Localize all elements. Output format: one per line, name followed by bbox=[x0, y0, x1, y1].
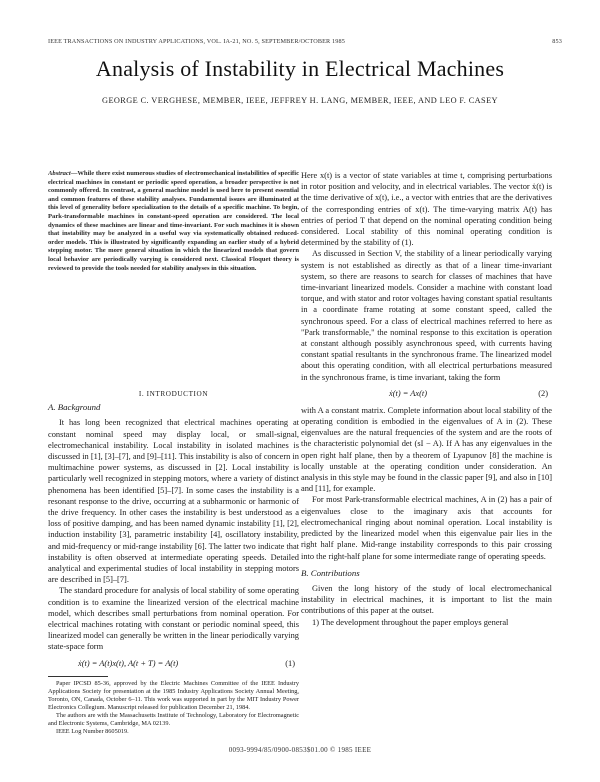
journal-citation: IEEE TRANSACTIONS ON INDUSTRY APPLICATIONS, VOL. IA-21, NO. 5, SEPTEMBER/OCTOBER 1985 bbox=[48, 38, 345, 45]
paragraph: As discussed in Section V, the stability of a linear periodically varying system is not established as directly as that of a linear time-invariant system, so there are reasons to search for classes of machines that have time-invariant linearized models. Consider a machine with constant load torque, and with stator and rotor voltages having constant spatial resultants in a coordinate frame rotating at some constant speed, called the synchronous speed. For a class of electrical machines referred to here as "Park transformable," the nominal response to this excitation is operation at constant although possibly asynchronous speed, with currents having constant spatial resultants in the synchronous frame. The linearized model about this operating condition, with all electrical perturbations measured in the synchronous frame, is time invariant, taking the form bbox=[301, 249, 552, 382]
equation-2-body: ẋ(t) = Ax(t) bbox=[389, 388, 428, 398]
abstract bbox=[48, 170, 299, 386]
footnote-divider bbox=[48, 676, 108, 677]
right-column bbox=[301, 170, 552, 628]
paragraph: For most Park-transformable electrical machines, A in (2) has a pair of eigenvalues close to the imaginary axis that accounts for electromechanical ringing about nominal operation. Local instability is predicted by the linearized model when this eigenvalue pair lies in the right half plane. Mid-range instability corresponds to this pair crossing into the right-half plane for some intermediate range of operating speeds. bbox=[301, 495, 552, 561]
subsection-heading-background: A. Background bbox=[48, 402, 101, 413]
paragraph: Here x(t) is a vector of state variables at time t, comprising perturbations in rotor position and velocity, and in electrical variables. The vector ẋ(t) is the time derivative of x(t), i.e., a vector with entries that are the derivatives of the corresponding entries of x(t). The time-varying matrix A(t) has entries of period T that depend on the nominal operating condition being considered. Local stability of this nominal operating condition is determined by the stability of (1). bbox=[301, 171, 552, 248]
equation-1-body: ẋ(t) = A(t)x(t), A(t + T) = A(t) bbox=[78, 658, 179, 668]
paragraph: The standard procedure for analysis of local stability of some operating condition is to examine the linearized version of the electrical machine model, which describes small perturbations from nominal operation. For electrical machines rotating with constant or periodic nominal speed, this linearized model can generally be written in the linear periodically varying state-space form bbox=[48, 586, 299, 652]
footnote: IEEE Log Number 8605019. bbox=[56, 727, 129, 735]
page-number: 853 bbox=[552, 38, 562, 45]
author-list: GEORGE C. VERGHESE, MEMBER, IEEE, JEFFREY H. LANG, MEMBER, IEEE, AND LEO F. CASEY bbox=[102, 96, 498, 105]
paragraph: Given the long history of the study of local electromechanical instability in electrical machines, it is important to list the main contributions of this paper at the outset. bbox=[301, 583, 552, 616]
paragraph: with A a constant matrix. Complete information about local stability of the operating condition is embodied in the eigenvalues of A in (2). These eigenvalues are the natural frequencies of the system and are the roots of the characteristic polynomial det (sI − A). If A has any eigenvalues in the open right half plane, then by a theorem of Lyapunov [8] the machine is locally unstable at the operating condition under consideration. An analysis in this style may be found in the classic paper [9], and also in [10] and [11], for example. bbox=[301, 405, 552, 494]
footnotes bbox=[48, 680, 299, 736]
equation-1-number: (1) bbox=[285, 658, 295, 668]
section-heading-introduction: I. INTRODUCTION bbox=[138, 390, 209, 398]
left-column bbox=[48, 170, 299, 736]
abstract-text: —While there exist numerous studies of electromechanical instabilities of specific electrical machines in constant or periodic speed operation, a broader perspective is not commonly offered. In contrast, a general machine model is used here to present essential and common features of these stability analyses. Fundamental issues are illuminated at this level of generality before specialization to the details of a specific machine. To begin, Park-transformable machines in constant-speed operation are considered. The local dynamics of these machines are linear and time-invariant. For such machines it is shown that instability may be analyzed in a useful way via systematically obtained reduced-order models. This is illustrated by significantly expanding an earlier study of a hybrid stepping motor. The more general situation in which the linearized models that govern local behavior are periodically varying is considered next. Classical Floquet theory is reviewed to provide the tools needed for stability analyses in this situation. bbox=[48, 170, 299, 272]
footnote: The authors are with the Massachusetts Institute of Technology, Laboratory for Electromagnetic and Electronic Systems, Cambridge, MA 02139. bbox=[48, 711, 299, 727]
paragraph: It has long been recognized that electrical machines operating at constant nominal speed may display local, or small-signal, electromechanical instability. Local instability in isolated machines is discussed in [1], [3]–[7], and [9]–[11]. This instability is also of concern in multimachine power systems, as discussed in [2]. Local instability is particularly well recognized in stepping motors, where a variety of distinct phenomena has been identified [5]–[7]. In some cases the instability is a resonant response to the drive, occurring at a subharmonic or harmonic of the drive frequency. In other cases the instability is best understood as a loss of positive damping, and has been named dynamic instability [1], [2], induction instability [3], parametric instability [4], oscillatory instability, and mid-frequency or mid-range instability [6]. The latter two indicate that instability is often observed at intermediate operating speeds. Detailed analytical and experimental studies of local instability in stepping motors are described in [5]–[7]. bbox=[48, 418, 299, 585]
subsection-heading-contributions: B. Contributions bbox=[301, 567, 360, 578]
paragraph: 1) The development throughout the paper employs general bbox=[312, 617, 509, 627]
equation-2-number: (2) bbox=[538, 388, 548, 398]
abstract-label: Abstract bbox=[48, 170, 71, 177]
copyright-line: 0093-9994/85/0900-0853$01.00 © 1985 IEEE bbox=[228, 746, 372, 754]
equation-2 bbox=[301, 386, 552, 402]
paper-title: Analysis of Instability in Electrical Machines bbox=[95, 56, 505, 81]
footnote: Paper IPCSD 85-36, approved by the Electric Machines Committee of the IEEE Industry Applications Society for presentation at the 1985 Industry Applications Society Annual Meeting, Toronto, ON, Canada, October 6–11. This work was supported in part by the MIT Industry Power Electronics Collegium. Manuscript released for publication December 21, 1984. bbox=[48, 679, 299, 711]
equation-1 bbox=[48, 656, 299, 672]
running-header bbox=[48, 38, 562, 50]
